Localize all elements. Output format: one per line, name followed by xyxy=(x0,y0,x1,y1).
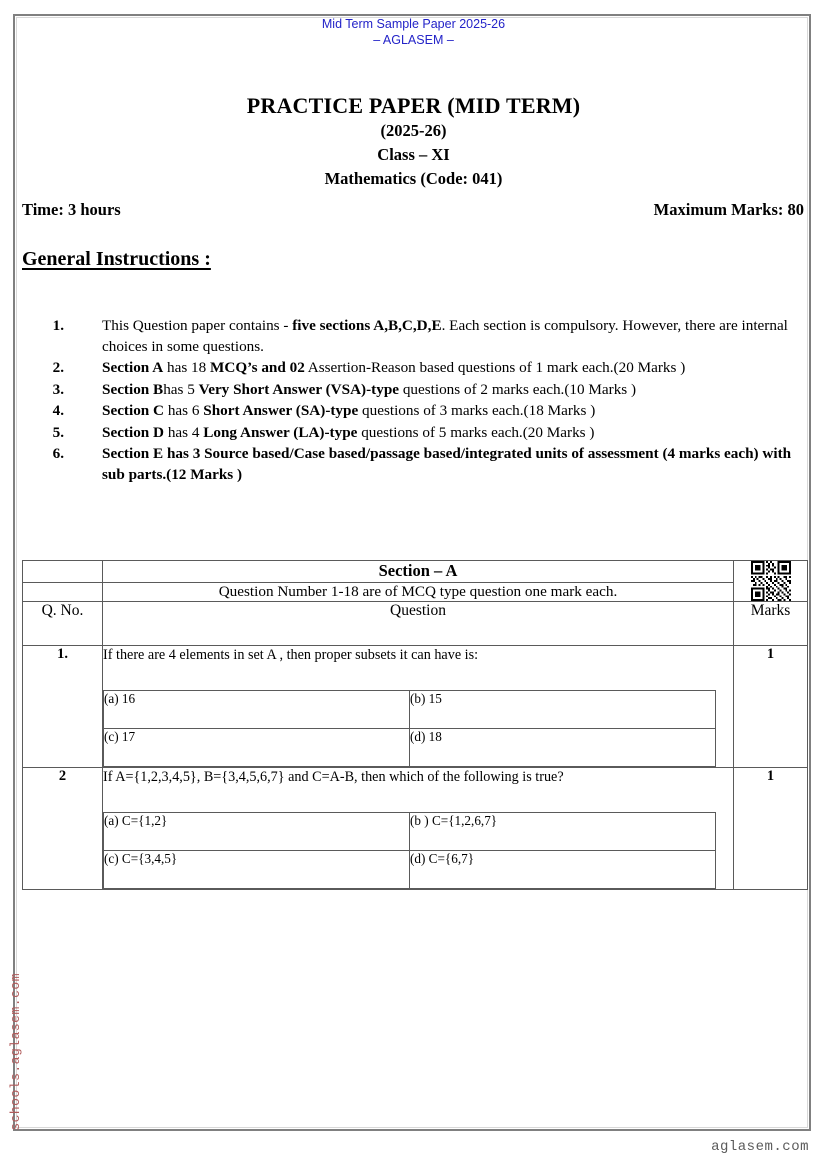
question-number: 1. xyxy=(23,646,103,768)
table-header-section-row xyxy=(23,561,808,583)
qr-code-icon xyxy=(734,561,808,602)
instruction-number: 5. xyxy=(52,423,64,441)
instruction-bold-span: Section E has 3 Source based/Case based/passage based/integrated units of assessment (4 marks each) with sub parts.(12 Marks ) xyxy=(102,445,792,483)
instruction-text xyxy=(102,380,804,401)
instruction-item xyxy=(22,401,804,422)
question-marks: 1 xyxy=(734,646,808,768)
running-header-line1: Mid Term Sample Paper 2025-26 xyxy=(321,17,506,31)
instruction-number: 4. xyxy=(52,402,64,419)
instruction-span: questions of 2 marks each.(10 Marks ) xyxy=(399,380,637,398)
exam-meta xyxy=(22,200,804,220)
option-cell[interactable]: (a) C={1,2} xyxy=(104,813,410,851)
option-cell[interactable]: (d) 18 xyxy=(410,729,716,767)
section-row-blank-cell xyxy=(23,561,103,583)
option-row xyxy=(104,691,716,729)
options-table xyxy=(103,812,716,889)
option-row xyxy=(104,851,716,889)
instruction-span: This Question paper contains - xyxy=(102,317,293,334)
option-cell[interactable]: (b) 15 xyxy=(410,691,716,729)
instruction-text xyxy=(102,316,804,357)
instruction-bold-span: Long Answer (LA)-type xyxy=(203,423,358,441)
option-cell[interactable]: (c) 17 xyxy=(104,729,410,767)
options-table xyxy=(103,690,716,767)
question-cell xyxy=(103,768,734,890)
option-cell[interactable]: (c) C={3,4,5} xyxy=(104,851,410,889)
question-cell xyxy=(103,646,734,768)
running-header-line2: – AGLASEM – xyxy=(373,33,454,47)
instruction-number: 3. xyxy=(52,380,64,398)
qr-code-svg xyxy=(751,561,791,601)
bottom-watermark: aglasem.com xyxy=(711,1139,809,1155)
general-instructions-list xyxy=(22,316,804,486)
instruction-item xyxy=(22,423,804,444)
note-row-blank-cell xyxy=(23,582,103,601)
question-text: If there are 4 elements in set A , then proper subsets it can have is: xyxy=(103,647,479,663)
instruction-span: has 4 xyxy=(164,423,204,441)
instruction-span: has 18 xyxy=(163,359,211,376)
instruction-text xyxy=(102,401,804,422)
question-number: 2 xyxy=(23,768,103,890)
question-rows xyxy=(23,646,808,890)
instruction-bold-span: Section C xyxy=(102,402,165,419)
option-row xyxy=(104,729,716,767)
instruction-text xyxy=(102,423,804,444)
title-class: Class – XI xyxy=(377,145,450,164)
instruction-item xyxy=(22,358,804,379)
instruction-item xyxy=(22,316,804,357)
table-column-header-row xyxy=(23,602,808,646)
title-block xyxy=(0,92,827,191)
option-cell[interactable]: (a) 16 xyxy=(104,691,410,729)
option-cell[interactable]: (b ) C={1,2,6,7} xyxy=(410,813,716,851)
instruction-bold-span: Section A xyxy=(102,359,164,376)
instruction-text xyxy=(102,358,804,379)
exam-duration: Time: 3 hours xyxy=(22,200,121,219)
instruction-span: . Each section is compulsory. However, there are internal choices in some questions. xyxy=(102,317,788,355)
instruction-bold-span: Section D xyxy=(102,423,165,441)
instruction-number: 6. xyxy=(52,445,64,462)
exam-max-marks: Maximum Marks: 80 xyxy=(653,200,804,219)
instruction-span: questions of 5 marks each.(20 Marks ) xyxy=(357,423,595,441)
column-header-marks: Marks xyxy=(734,602,808,646)
column-header-qno: Q. No. xyxy=(23,602,103,646)
table-row xyxy=(23,646,808,768)
title-session: (2025-26) xyxy=(380,121,447,140)
instruction-bold-span: MCQ’s and 02 xyxy=(210,359,305,376)
instruction-bold-span: Very Short Answer (VSA)-type xyxy=(198,380,400,398)
column-header-question: Question xyxy=(103,602,734,646)
instruction-span: Assertion-Reason based questions of 1 mark each.(20 Marks ) xyxy=(304,359,686,376)
instruction-number: 1. xyxy=(52,317,64,334)
option-row xyxy=(104,813,716,851)
instruction-number: 2. xyxy=(52,359,64,376)
section-note: Question Number 1-18 are of MCQ type question one mark each. xyxy=(103,582,734,601)
question-text: If A={1,2,3,4,5}, B={3,4,5,6,7} and C=A-B, then which of the following is true? xyxy=(103,769,564,785)
instruction-item xyxy=(22,380,804,401)
option-cell[interactable]: (d) C={6,7} xyxy=(410,851,716,889)
running-header xyxy=(0,16,827,48)
instruction-item xyxy=(22,444,804,485)
instruction-span: has 6 xyxy=(164,402,204,419)
table-row xyxy=(23,768,808,890)
title-subject: Mathematics (Code: 041) xyxy=(324,169,503,188)
general-instructions-heading: General Instructions : xyxy=(22,248,211,270)
instruction-span: has 5 xyxy=(163,380,199,398)
side-watermark: schools.aglasem.com xyxy=(8,973,23,1131)
instruction-bold-span: five sections A,B,C,D,E xyxy=(292,317,442,334)
page-title: PRACTICE PAPER (MID TERM) xyxy=(246,93,581,118)
instruction-text xyxy=(102,444,804,485)
section-title: Section – A xyxy=(103,561,734,583)
table-header-note-row xyxy=(23,582,808,601)
instruction-bold-span: Short Answer (SA)-type xyxy=(203,402,359,419)
question-marks: 1 xyxy=(734,768,808,890)
instruction-span: questions of 3 marks each.(18 Marks ) xyxy=(358,402,596,419)
instruction-bold-span: Section B xyxy=(102,380,164,398)
question-table xyxy=(22,560,808,890)
